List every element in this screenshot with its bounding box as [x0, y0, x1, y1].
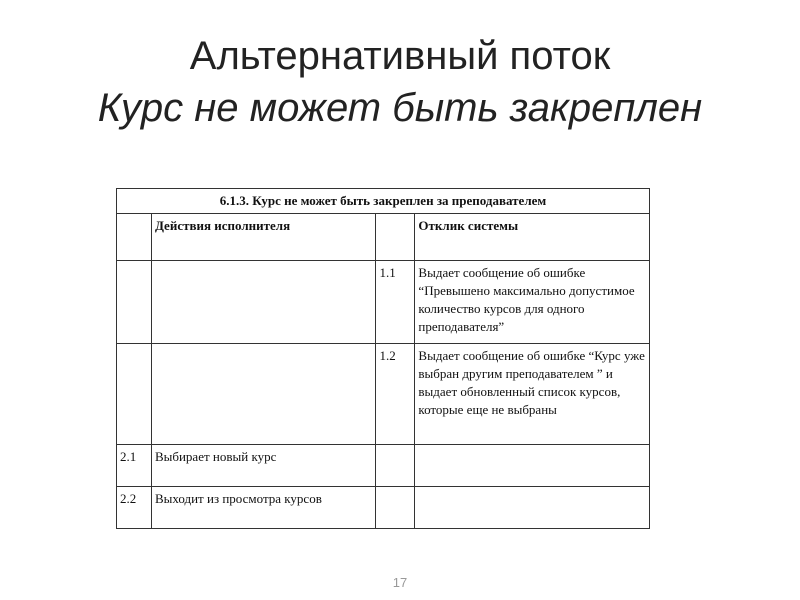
table-heading: 6.1.3. Курс не может быть закреплен за преподавателем [117, 189, 650, 214]
row-num-system [376, 445, 415, 487]
header-num-actor-cell [117, 214, 152, 261]
row-system-response: Выдает сообщение об ошибке “Курс уже выбран другим преподавателем ” и выдает обновленный список курсов, которые еще не выбраны [415, 344, 650, 445]
row-num-actor: 2.2 [117, 487, 152, 529]
table-heading-row [117, 189, 650, 214]
row-num-actor: 2.1 [117, 445, 152, 487]
header-num-system-cell [376, 214, 415, 261]
table-column-header-row [117, 214, 650, 261]
row-num-actor [117, 344, 152, 445]
page-number: 17 [392, 575, 408, 590]
row-num-system [376, 487, 415, 529]
row-system-response [415, 487, 650, 529]
header-system-response: Отклик системы [415, 214, 650, 261]
row-num-system: 1.2 [376, 344, 415, 445]
alternative-flow-table [116, 188, 650, 529]
slide-subtitle: Курс не может быть закреплен [97, 86, 703, 130]
row-num-system: 1.1 [376, 261, 415, 344]
row-actor-action: Выходит из просмотра курсов [151, 487, 376, 529]
table-row [117, 445, 650, 487]
row-num-actor [117, 261, 152, 344]
table-row [117, 261, 650, 344]
table-row [117, 344, 650, 445]
header-actor-actions: Действия исполнителя [151, 214, 376, 261]
row-system-response [415, 445, 650, 487]
row-actor-action [151, 261, 376, 344]
row-actor-action: Выбирает новый курс [151, 445, 376, 487]
table-row [117, 487, 650, 529]
row-system-response: Выдает сообщение об ошибке “Превышено максимально допустимое количество курсов для одного преподавателя” [415, 261, 650, 344]
row-actor-action [151, 344, 376, 445]
slide-title: Альтернативный поток [189, 34, 611, 78]
